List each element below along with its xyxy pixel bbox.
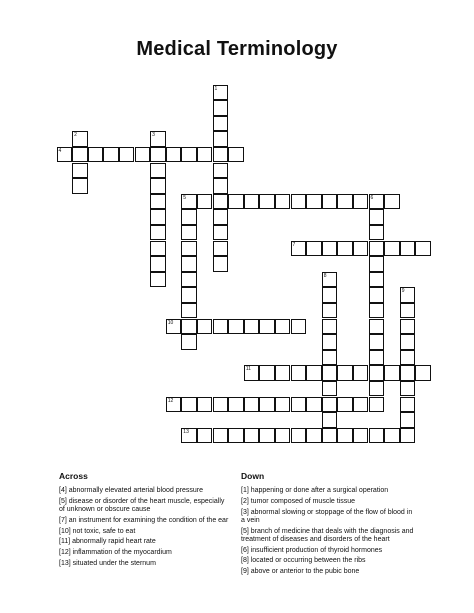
grid-cell[interactable] — [259, 194, 275, 210]
clue-text: not toxic, safe to eat — [72, 527, 136, 535]
grid-cell[interactable] — [322, 334, 338, 350]
grid-cell[interactable] — [275, 319, 291, 335]
grid-cell[interactable] — [369, 334, 385, 350]
grid-cell[interactable] — [400, 381, 416, 397]
clue-label: [12] — [59, 549, 73, 557]
clue-text: inflammation of the myocardium — [72, 549, 172, 557]
grid-cell[interactable] — [213, 241, 229, 257]
clue-label: [2] — [241, 497, 251, 505]
grid-cell[interactable] — [150, 147, 166, 163]
grid-cell[interactable] — [181, 256, 197, 272]
grid-cell[interactable] — [213, 194, 229, 210]
grid-cell[interactable] — [291, 397, 307, 413]
grid-cell[interactable] — [415, 241, 431, 257]
across-clue — [59, 517, 229, 525]
grid-cell[interactable] — [213, 131, 229, 147]
grid-cell[interactable] — [213, 256, 229, 272]
grid-cell[interactable] — [103, 147, 119, 163]
grid-cell[interactable] — [181, 147, 197, 163]
clue-number: 7 — [292, 241, 296, 248]
grid-cell[interactable] — [322, 350, 338, 366]
grid-cell[interactable] — [197, 397, 213, 413]
clue-number: 13 — [183, 428, 189, 435]
grid-cell[interactable] — [228, 194, 244, 210]
clue-number: 9 — [401, 288, 405, 295]
clue-text: situated under the sternum — [72, 559, 156, 567]
grid-cell[interactable] — [57, 147, 73, 163]
grid-cell[interactable] — [181, 334, 197, 350]
grid-cell[interactable] — [197, 194, 213, 210]
across-clue — [59, 528, 229, 536]
puzzle-title: Medical Terminology — [136, 38, 338, 60]
clue-number: 5 — [183, 194, 187, 201]
grid-cell[interactable] — [306, 365, 322, 381]
clue-text: abnormal slowing or stoppage of the flow of blood in a vein — [241, 508, 413, 524]
clue-label: [1] — [241, 487, 251, 494]
across-clue-list — [59, 487, 229, 571]
across-clue — [59, 538, 229, 546]
grid-cell[interactable] — [72, 147, 88, 163]
grid-cell[interactable] — [322, 381, 338, 397]
grid-cell[interactable] — [353, 241, 369, 257]
grid-cell[interactable] — [197, 319, 213, 335]
clue-number: 1 — [214, 85, 218, 92]
grid-cell[interactable] — [369, 319, 385, 335]
clue-label: [3] — [241, 508, 251, 516]
clue-text: tumor composed of muscle tissue — [250, 497, 355, 505]
down-clue — [241, 487, 417, 495]
clue-text: abnormally rapid heart rate — [72, 538, 156, 546]
clue-number: 2 — [74, 132, 77, 139]
grid-cell[interactable] — [213, 163, 229, 179]
clue-text: an instrument for examining the condition of the ear — [68, 516, 229, 524]
grid-cell[interactable] — [119, 147, 135, 163]
across-clue — [59, 487, 229, 495]
grid-cell[interactable] — [213, 428, 229, 444]
clue-label: [9] — [241, 568, 251, 576]
grid-cell[interactable] — [291, 319, 307, 335]
grid-cell[interactable] — [181, 303, 197, 319]
grid-cell[interactable] — [322, 397, 338, 413]
grid-cell[interactable] — [275, 365, 291, 381]
grid-cell[interactable] — [181, 428, 197, 444]
grid-cell[interactable] — [197, 428, 213, 444]
grid-cell[interactable] — [150, 209, 166, 225]
clue-text: happening or done after a surgical operation — [250, 487, 389, 494]
grid-cell[interactable] — [213, 319, 229, 335]
clue-number: 6 — [370, 194, 374, 201]
grid-cell[interactable] — [400, 241, 416, 257]
grid-cell[interactable] — [369, 397, 385, 413]
grid-cell[interactable] — [213, 85, 229, 101]
grid-cell[interactable] — [228, 428, 244, 444]
clue-label: [6] — [241, 546, 251, 554]
clue-number: 12 — [167, 397, 174, 404]
grid-cell[interactable] — [259, 428, 275, 444]
clue-number: 11 — [245, 366, 251, 373]
grid-cell[interactable] — [322, 319, 338, 335]
grid-cell[interactable] — [384, 365, 400, 381]
grid-cell[interactable] — [337, 194, 353, 210]
grid-cell[interactable] — [135, 147, 151, 163]
clue-label: [10] — [59, 527, 73, 535]
grid-cell[interactable] — [259, 319, 275, 335]
grid-cell[interactable] — [291, 428, 307, 444]
grid-cell[interactable] — [259, 365, 275, 381]
across-clue — [59, 560, 229, 568]
clue-label: [13] — [59, 559, 73, 567]
grid-cell[interactable] — [213, 147, 229, 163]
grid-cell[interactable] — [322, 412, 338, 428]
grid-cell[interactable] — [322, 194, 338, 210]
grid-cell[interactable] — [291, 365, 307, 381]
grid-cell[interactable] — [150, 194, 166, 210]
grid-cell[interactable] — [337, 365, 353, 381]
down-clue — [241, 528, 417, 544]
clue-label: [7] — [59, 516, 69, 524]
grid-cell[interactable] — [72, 131, 88, 147]
grid-cell[interactable] — [150, 131, 166, 147]
clue-number: 10 — [167, 319, 174, 326]
grid-cell[interactable] — [150, 272, 166, 288]
grid-cell[interactable] — [353, 397, 369, 413]
clue-number: 4 — [58, 147, 62, 154]
grid-cell[interactable] — [213, 100, 229, 116]
clue-text: located or occurring between the ribs — [250, 557, 366, 565]
grid-cell[interactable] — [150, 241, 166, 257]
grid-cell[interactable] — [384, 241, 400, 257]
grid-cell[interactable] — [181, 287, 197, 303]
grid-cell[interactable] — [384, 428, 400, 444]
grid-cell[interactable] — [369, 287, 385, 303]
grid-cell[interactable] — [337, 397, 353, 413]
grid-cell[interactable] — [213, 116, 229, 132]
grid-cell[interactable] — [244, 428, 260, 444]
grid-cell[interactable] — [181, 209, 197, 225]
grid-cell[interactable] — [275, 428, 291, 444]
across-clue — [59, 498, 229, 514]
grid-cell[interactable] — [181, 194, 197, 210]
grid-cell[interactable] — [244, 319, 260, 335]
grid-cell[interactable] — [369, 303, 385, 319]
clue-text: above or anterior to the pubic bone — [250, 568, 360, 576]
grid-cell[interactable] — [369, 241, 385, 257]
clue-number: 8 — [323, 272, 327, 279]
grid-cell[interactable] — [150, 256, 166, 272]
grid-cell[interactable] — [400, 412, 416, 428]
grid-cell[interactable] — [400, 365, 416, 381]
grid-cell[interactable] — [353, 194, 369, 210]
grid-cell[interactable] — [275, 397, 291, 413]
across-header: Across — [59, 471, 88, 481]
grid-cell[interactable] — [181, 225, 197, 241]
across-clue — [59, 549, 229, 557]
grid-cell[interactable] — [275, 194, 291, 210]
clue-label: [8] — [241, 557, 251, 565]
grid-cell[interactable] — [415, 365, 431, 381]
grid-cell[interactable] — [400, 397, 416, 413]
grid-cell[interactable] — [291, 241, 307, 257]
grid-cell[interactable] — [353, 428, 369, 444]
grid-cell[interactable] — [369, 272, 385, 288]
grid-cell[interactable] — [384, 194, 400, 210]
grid-cell[interactable] — [322, 287, 338, 303]
down-clue — [241, 557, 417, 565]
grid-cell[interactable] — [306, 241, 322, 257]
grid-cell[interactable] — [181, 241, 197, 257]
down-clue — [241, 547, 417, 555]
grid-cell[interactable] — [369, 225, 385, 241]
grid-cell[interactable] — [400, 319, 416, 335]
grid-cell[interactable] — [88, 147, 104, 163]
grid-cell[interactable] — [181, 319, 197, 335]
grid-cell[interactable] — [369, 194, 385, 210]
grid-cell[interactable] — [228, 319, 244, 335]
grid-cell[interactable] — [369, 365, 385, 381]
clue-text: insufficient production of thyroid hormones — [250, 546, 383, 554]
grid-cell[interactable] — [337, 241, 353, 257]
clue-number: 3 — [152, 132, 155, 139]
grid-cell[interactable] — [369, 428, 385, 444]
down-clue — [241, 509, 417, 525]
grid-cell[interactable] — [322, 365, 338, 381]
grid-cell[interactable] — [400, 334, 416, 350]
grid-cell[interactable] — [150, 163, 166, 179]
grid-cell[interactable] — [72, 178, 88, 194]
grid-cell[interactable] — [322, 272, 338, 288]
grid-cell[interactable] — [213, 225, 229, 241]
clue-text: abnormally elevated arterial blood pressure — [68, 487, 203, 494]
grid-cell[interactable] — [181, 272, 197, 288]
grid-cell[interactable] — [400, 428, 416, 444]
grid-cell[interactable] — [369, 381, 385, 397]
grid-cell[interactable] — [306, 194, 322, 210]
grid-cell[interactable] — [322, 241, 338, 257]
grid-cell[interactable] — [369, 256, 385, 272]
grid-cell[interactable] — [353, 365, 369, 381]
grid-cell[interactable] — [166, 319, 182, 335]
grid-cell[interactable] — [400, 287, 416, 303]
grid-cell[interactable] — [213, 178, 229, 194]
grid-cell[interactable] — [228, 397, 244, 413]
clue-text: branch of medicine that deals with the diagnosis and treatment of diseases and disorders of the heart — [241, 527, 414, 543]
grid-cell[interactable] — [306, 397, 322, 413]
grid-cell[interactable] — [150, 178, 166, 194]
grid-cell[interactable] — [213, 209, 229, 225]
grid-cell[interactable] — [291, 194, 307, 210]
down-clue-list — [241, 487, 417, 579]
grid-cell[interactable] — [72, 163, 88, 179]
grid-cell[interactable] — [213, 397, 229, 413]
down-clue — [241, 568, 417, 576]
grid-cell[interactable] — [369, 209, 385, 225]
grid-cell[interactable] — [181, 397, 197, 413]
grid-cell[interactable] — [259, 397, 275, 413]
clue-label: [11] — [59, 538, 73, 546]
grid-cell[interactable] — [244, 194, 260, 210]
clue-label: [5] — [241, 527, 251, 535]
grid-cell[interactable] — [244, 365, 260, 381]
grid-cell[interactable] — [400, 303, 416, 319]
grid-cell[interactable] — [337, 428, 353, 444]
clue-label: [5] — [59, 497, 69, 505]
grid-cell[interactable] — [400, 350, 416, 366]
grid-cell[interactable] — [150, 225, 166, 241]
grid-cell[interactable] — [166, 147, 182, 163]
grid-cell[interactable] — [322, 428, 338, 444]
down-header: Down — [241, 471, 265, 481]
clue-text: disease or disorder of the heart muscle, especially of unknown or obscure cause — [59, 497, 225, 513]
grid-cell[interactable] — [197, 147, 213, 163]
down-clue — [241, 498, 417, 506]
grid-cell[interactable] — [228, 147, 244, 163]
grid-cell[interactable] — [166, 397, 182, 413]
grid-cell[interactable] — [369, 350, 385, 366]
grid-cell[interactable] — [306, 428, 322, 444]
clue-label: [4] — [59, 487, 69, 494]
grid-cell[interactable] — [244, 397, 260, 413]
grid-cell[interactable] — [322, 303, 338, 319]
